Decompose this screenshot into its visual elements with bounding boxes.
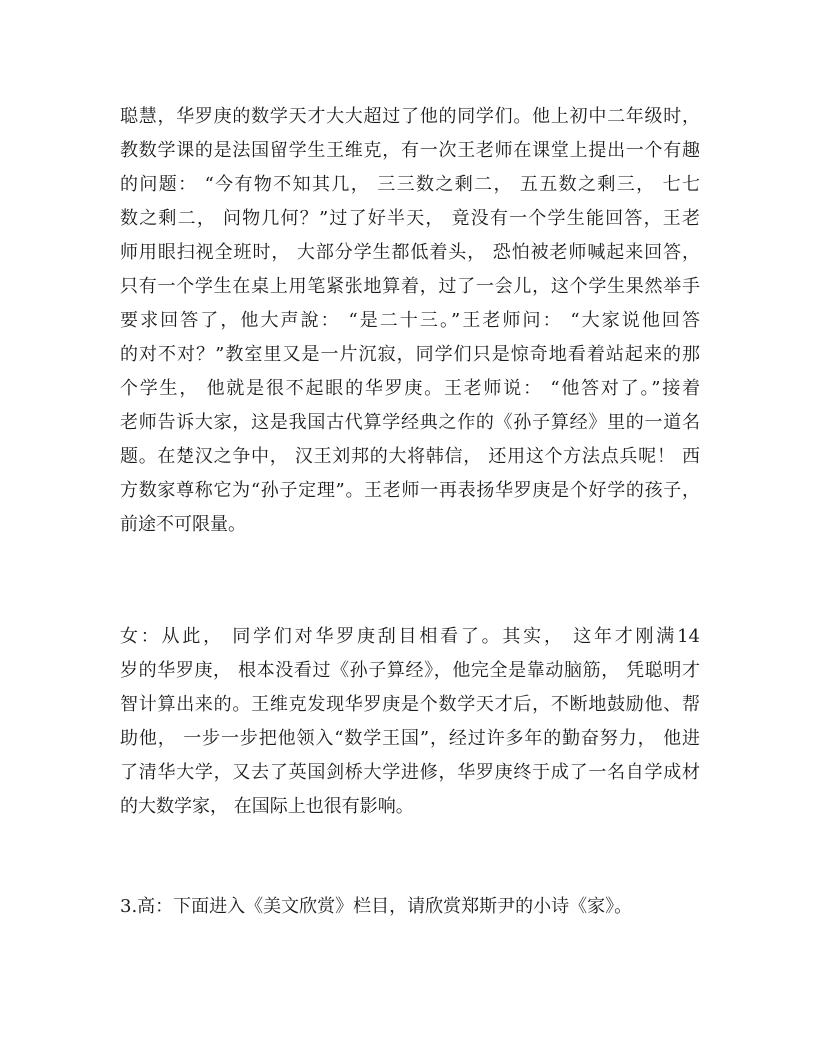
text-line: 岁的华罗庚， 根本没看过《孙子算经》，他完全是靠动脑筋， 凭聪明才 — [120, 660, 700, 681]
paragraph-story — [120, 100, 700, 542]
text-line: 数之剩二， 问物几何？”过了好半天， 竟没有一个学生能回答，王老 — [120, 208, 700, 229]
text-line: 题。在楚汉之争中， 汉王刘邦的大将韩信， 还用这个方法点兵呢！ 西 — [120, 446, 700, 467]
text-line: 的问题： “今有物不知其几， 三三数之剩二， 五五数之剩三， 七七 — [120, 174, 700, 195]
text-line: 前途不可限量。 — [120, 514, 246, 535]
text-line: 助他， 一步一步把他领入“数学王国”，经过许多年的勤奋努力， 他进 — [120, 728, 700, 749]
paragraph-section-3 — [120, 890, 700, 924]
text-line: 个学生， 他就是很不起眼的华罗庚。王老师说： “他答对了。”接着 — [120, 378, 700, 399]
text-line: 智计算出来的。王维克发现华罗庚是个数学天才后，不断地鼓励他、帮 — [120, 694, 700, 715]
text-line: 要求回答了，他大声說： “是二十三。”王老师问： “大家说他回答 — [120, 310, 700, 331]
paragraph-female-host — [120, 620, 700, 824]
text-line: 女：从此， 同学们对华罗庚刮目相看了。其实， 这年才刚满14 — [120, 626, 700, 647]
text-line: 师用眼扫视全班时， 大部分学生都低着头， 恐怕被老师喊起来回答， — [120, 242, 700, 263]
text-line: 老师告诉大家，这是我国古代算学经典之作的《孙子算经》里的一道名 — [120, 412, 700, 433]
text-line: 的对不对？”教室里又是一片沉寂，同学们只是惊奇地看着站起来的那 — [120, 344, 700, 365]
text-line: 的大数学家， 在国际上也很有影响。 — [120, 796, 414, 817]
text-line: 了清华大学，又去了英国剑桥大学进修，华罗庚终于成了一名自学成材 — [120, 762, 700, 783]
text-line: 聪慧，华罗庚的数学天才大大超过了他的同学们。他上初中二年级时， — [120, 106, 700, 127]
text-line: 方数家尊称它为“孙子定理”。王老师一再表扬华罗庚是个好学的孩子， — [120, 480, 700, 501]
text-line: 只有一个学生在桌上用笔紧张地算着，过了一会儿，这个学生果然举手 — [120, 276, 700, 297]
text-line: 教数学课的是法国留学生王维克，有一次王老师在课堂上提出一个有趣 — [120, 140, 700, 161]
text-line: 3.高：下面进入《美文欣赏》栏目，请欣赏郑斯尹的小诗《家》。 — [120, 896, 633, 917]
